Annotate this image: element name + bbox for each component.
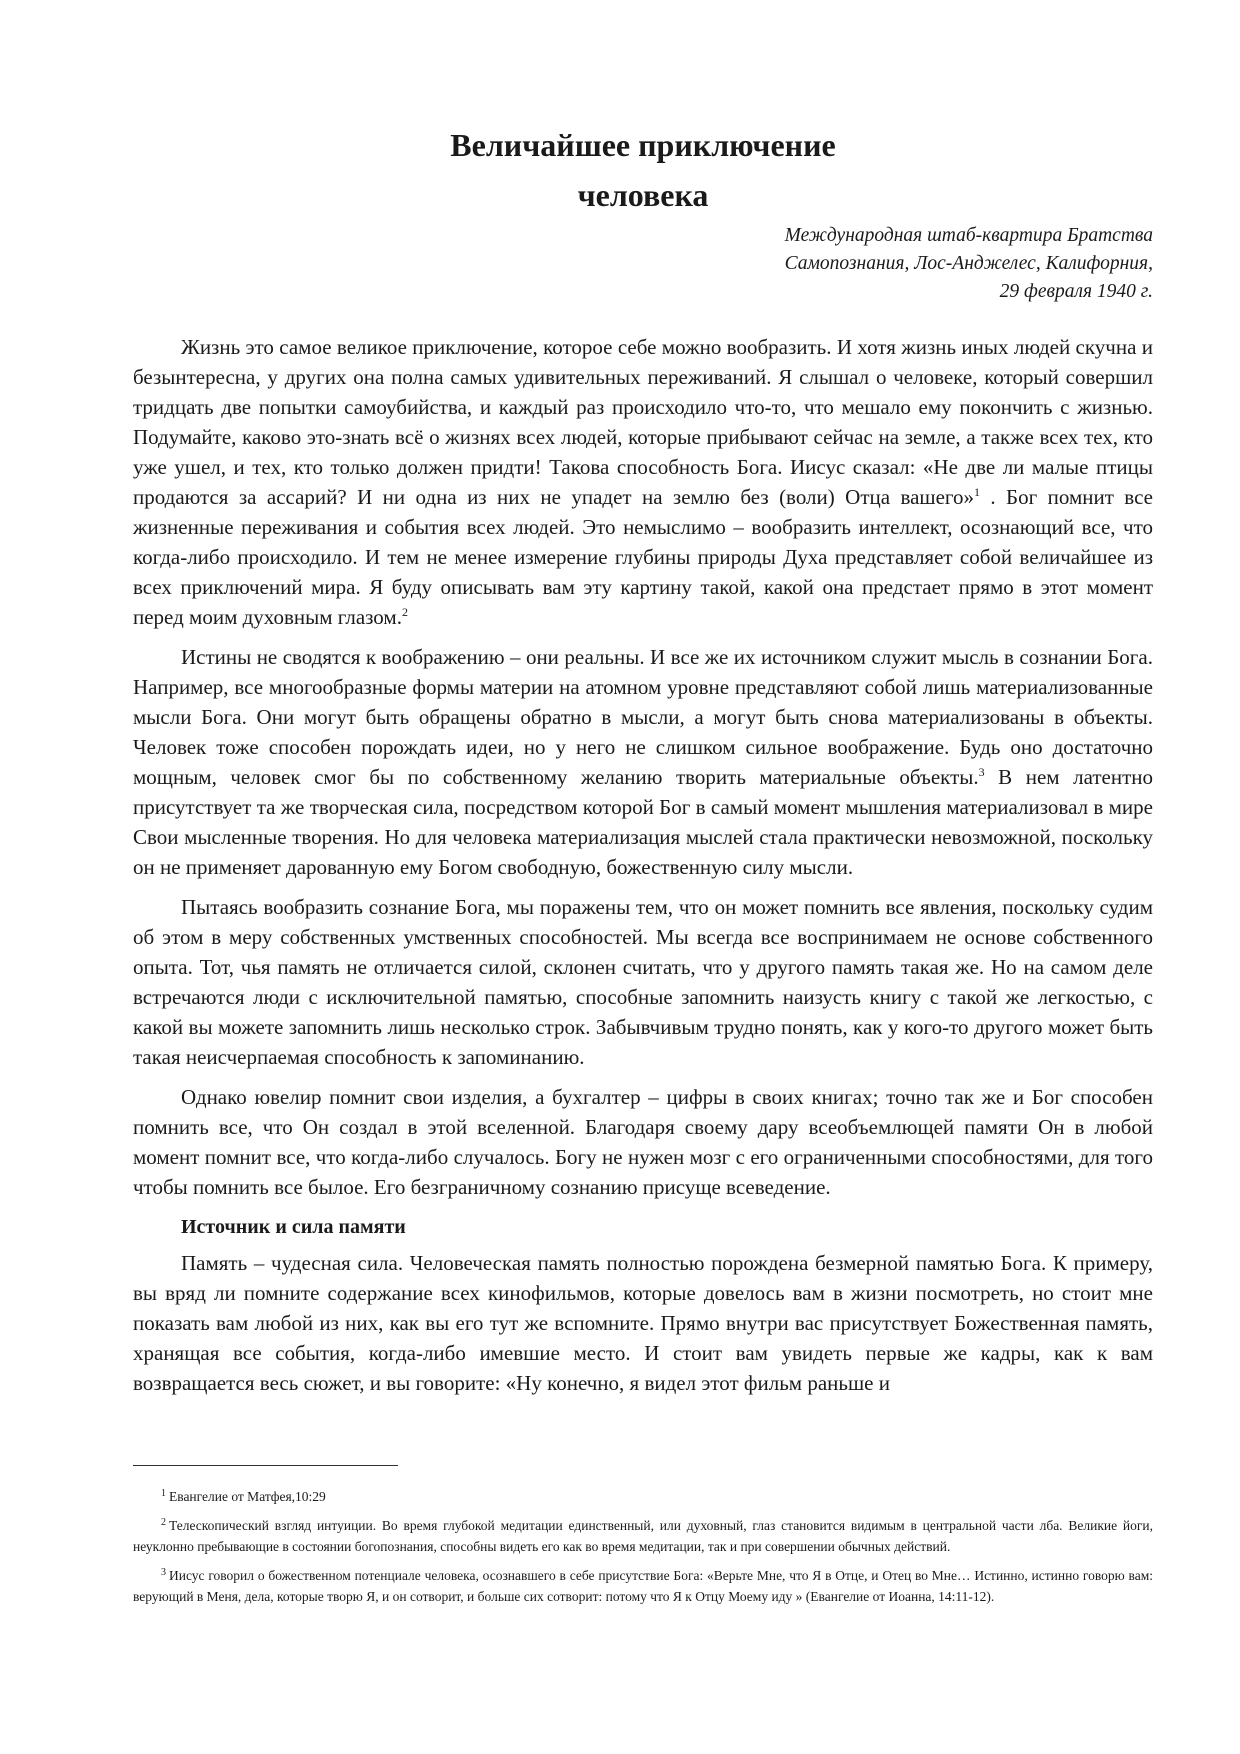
title-line-1: Величайшее приключение [450,127,836,163]
title-line-2: человека [577,177,709,213]
section-heading: Источник и сила памяти [181,1216,406,1238]
paragraph-1-part-b: . Бог помнит все жизненные переживания и события всех людей. Это немыслимо – вообразить интеллект, осознающий все, что когда-либо происходило. И тем не менее измерение глубины природы Духа представляет собой величайшее из всех приключений мира. Я буду описывать вам эту картину такой, какой она предстает прямо в этот момент перед моим духовным глазом. [133,485,1153,629]
footnote-number: 2 [161,1516,166,1528]
footnote-text: Иисус говорил о божественном потенциале человека, осознавшего в себе присутствие Бога: «Верьте Мне, что Я в Отце, и Отец во Мне… Истинно, истинно говорю вам: верующий в Меня, дела, которые творю Я, и он сотворит, и больше сих сотворит: потому что Я к Отцу Моему иду » (Евангелие от Иоанна, 14:11-12). [133,1568,1153,1604]
page-title [133,120,1153,220]
epigraph-line-3: 29 февраля 1940 г. [999,281,1153,302]
footnote-3 [133,1565,1153,1607]
footnote-number: 1 [161,1487,166,1499]
body-text [133,332,1153,1398]
epigraph-line-2: Самопознания, Лос-Анджелес, Калифорния, [784,253,1153,274]
paragraph-5: Память – чудесная сила. Человеческая память полностью порождена безмерной памятью Бога. К примеру, вы вряд ли помните содержание всех кинофильмов, которые довелось вам в жизни посмотреть, но стоит мне показать вам любой из них, как вы его тут же вспомните. Прямо внутри вас присутствует Божественная память, хранящая все события, когда-либо имевшие место. И стоит вам увидеть первые же кадры, как к вам возвращается весь сюжет, и вы говорите: «Ну конечно, я видел этот фильм раньше и [133,1251,1153,1395]
paragraph-2-part-a: Истины не сводятся к воображению – они реальны. И все же их источником служит мысль в сознании Бога. Например, все многообразные формы материи на атомном уровне представляют собой лишь материализованные мысли Бога. Они могут быть обращены обратно в мысли, а могут быть снова материализованы в объекты. Человек тоже способен порождать идеи, но у него не слишком сильное воображение. Будь оно достаточно мощным, человек смог бы по собственному желанию творить материальные объекты. [133,645,1153,789]
paragraph-1 [133,332,1153,632]
footnote-text: Евангелие от Матфея,10:29 [169,1489,326,1504]
footnote-ref-2[interactable]: 2 [401,605,408,619]
paragraph-2 [133,642,1153,882]
footnote-2 [133,1515,1153,1557]
paragraph-4: Однако ювелир помнит свои изделия, а бухгалтер – цифры в своих книгах; точно так же и Бог способен помнить все, что Он создал в этой вселенной. Благодаря своему дару всеобъемлющей памяти Он в любой момент помнит все, что когда-либо случалось. Богу не нужен мозг с его ограниченными способностями, для того чтобы помнить все былое. Его безграничному сознанию присуще всеведение. [133,1085,1153,1199]
main-content [133,100,1153,1408]
footnote-number: 3 [161,1566,166,1578]
epigraph-line-1: Международная штаб-квартира Братства [784,225,1153,246]
footnote-ref-3[interactable]: 3 [978,765,985,779]
footnote-divider [133,1465,398,1466]
paragraph-3: Пытаясь вообразить сознание Бога, мы поражены тем, что он может помнить все явления, поскольку судим об этом в меру собственных умственных способностей. Мы всегда все воспринимаем не основе собственного опыта. Тот, чья память не отличается силой, склонен считать, что у другого память такая же. Но на самом деле встречаются люди с исключительной памятью, способные запомнить наизусть книгу с такой же легкостью, с какой вы можете запомнить лишь несколько строк. Забывчивым трудно понять, как у кого-то другого может быть такая неисчерпаемая способность к запоминанию. [133,895,1153,1069]
paragraph-1-part-a: Жизнь это самое великое приключение, которое себе можно вообразить. И хотя жизнь иных людей скучна и безынтересна, у других она полна самых удивительных переживаний. Я слышал о человеке, который совершил тридцать две попытки самоубийства, и каждый раз происходило что-то, что мешало ему покончить с жизнью. Подумайте, каково это-знать всё о жизнях всех людей, которые прибывают сейчас на земле, а также всех тех, кто уже ушел, и тех, кто только должен придти! Такова способность Бога. Иисус сказал: «Не две ли малые птицы продаются за ассарий? И ни одна из них не упадет на землю без (воли) Отца вашего» [133,335,1153,509]
footnote-ref-1[interactable]: 1 [974,485,980,499]
paragraph-2-part-b: В нем латентно присутствует та же творческая сила, посредством которой Бог в самый момент мышления материализовал в мире Свои мысленные творения. Но для человека материализация мыслей стала практически невозможной, поскольку он не применяет дарованную ему Богом свободную, божественную силу мысли. [133,765,1153,879]
footnote-text: Телескопический взгляд интуиции. Во время глубокой медитации единственный, или духовный, глаз становится видимым в центральной части лба. Великие йоги, неуклонно пребывающие в состоянии богопознания, способны видеть его как во время медитации, так и при совершении обычных действий. [133,1518,1153,1554]
footnote-1 [133,1486,1153,1507]
epigraph [133,222,1153,306]
footnotes [133,1486,1153,1615]
